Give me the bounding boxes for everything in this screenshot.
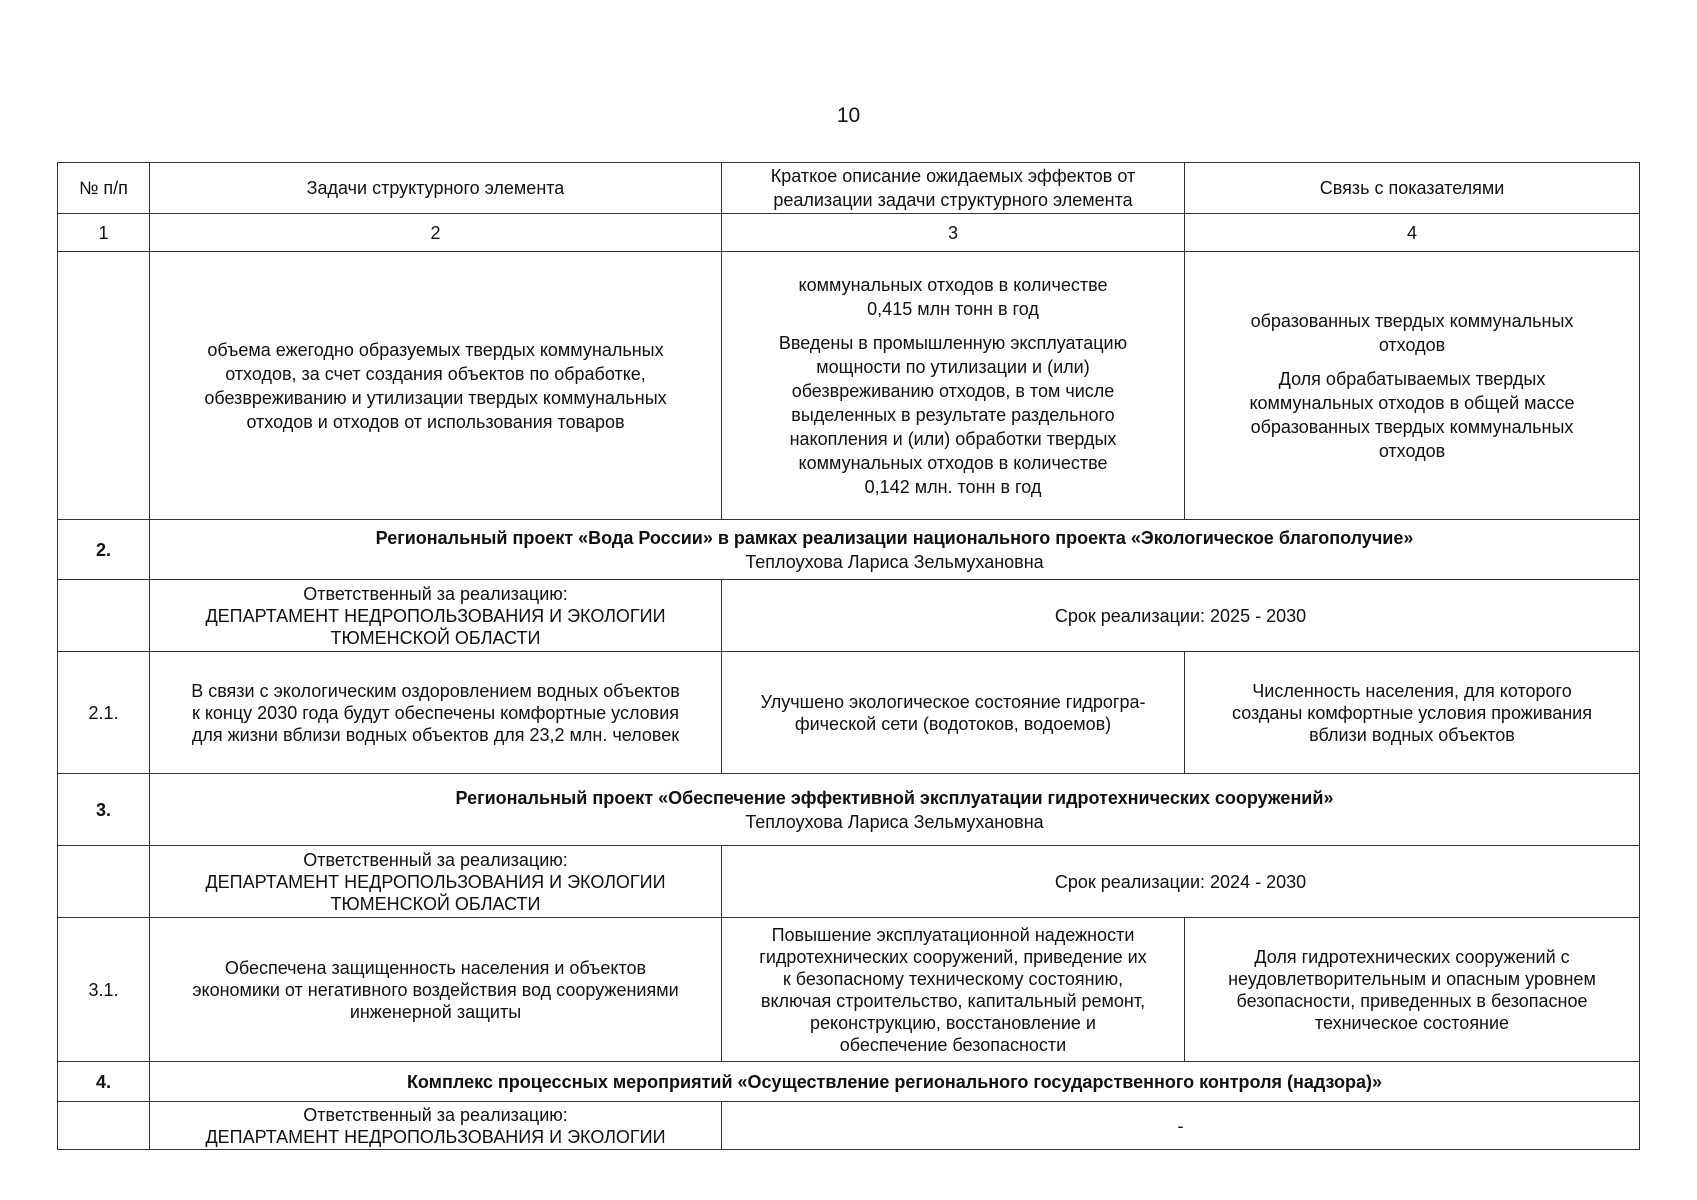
empty-cell: [58, 846, 150, 918]
section-title: Региональный проект «Вода России» в рамках реализации национального проекта «Экологическое благополучие»: [375, 527, 1414, 548]
row-number: 3.1.: [58, 918, 150, 1062]
text-line: экономики от негативного воздействия вод сооружениями: [192, 979, 679, 1000]
text-line: мощности по утилизации и (или): [816, 356, 1090, 377]
header-indicators: Связь с показателями: [1185, 163, 1640, 214]
responsible-label: Ответственный за реализацию:: [303, 583, 568, 604]
continuation-row: [58, 252, 1640, 520]
text-line: Улучшено экологическое состояние гидрогра-: [760, 691, 1146, 712]
section-number: 4.: [58, 1062, 150, 1102]
table-row: [58, 918, 1640, 1062]
task-cell: [150, 252, 722, 520]
responsible-department: ДЕПАРТАМЕНТ НЕДРОПОЛЬЗОВАНИЯ И ЭКОЛОГИИ: [205, 871, 666, 892]
text-line: образованных твердых коммунальных: [1250, 310, 1574, 331]
text-line: коммунальных отходов в количестве: [798, 274, 1108, 295]
text-line: отходов, за счет создания объектов по обработке,: [225, 363, 646, 384]
column-number: 3: [722, 214, 1185, 252]
text-line: В связи с экологическим оздоровлением водных объектов: [191, 680, 680, 701]
responsible-department: ДЕПАРТАМЕНТ НЕДРОПОЛЬЗОВАНИЯ И ЭКОЛОГИИ: [205, 605, 666, 626]
empty-cell: [58, 580, 150, 652]
text-line: к концу 2030 года будут обеспечены комфортные условия: [191, 702, 680, 723]
responsible-label: Ответственный за реализацию:: [303, 849, 568, 870]
text-line: неудовлетворительным и опасным уровнем: [1228, 968, 1596, 989]
text-line: безопасности, приведенных в безопасное: [1236, 990, 1588, 1011]
table-row: [58, 652, 1640, 774]
text-line: Доля обрабатываемых твердых: [1278, 368, 1546, 389]
text-line: фической сети (водотоков, водоемов): [794, 713, 1112, 734]
responsible-row: [58, 1102, 1640, 1150]
text-line: инженерной защиты: [349, 1001, 522, 1022]
indicator-paragraph: [1193, 309, 1631, 357]
text-line: отходов: [1378, 334, 1446, 355]
column-number: 2: [150, 214, 722, 252]
section-number: 2.: [58, 520, 150, 580]
section-title-cell: [150, 520, 1640, 580]
text-line: коммунальных отходов в общей массе: [1249, 392, 1575, 413]
text-line: Обеспечена защищенность населения и объектов: [224, 957, 647, 978]
empty-cell: [58, 1102, 150, 1150]
section-person: Теплоухова Лариса Зельмухановна: [745, 551, 1044, 572]
text-line: включая строительство, капитальный ремонт,: [760, 990, 1146, 1011]
empty-cell: [58, 252, 150, 520]
section-header-row: [58, 774, 1640, 846]
task-cell: [150, 918, 722, 1062]
table-header-row: [58, 163, 1640, 214]
column-number: 4: [1185, 214, 1640, 252]
section-title: Комплекс процессных мероприятий «Осуществление регионального государственного контроля (надзора)»: [150, 1062, 1640, 1102]
page-number: 10: [836, 104, 861, 127]
text-line: созданы комфортные условия проживания: [1232, 702, 1592, 723]
term-cell: Срок реализации: 2024 - 2030: [722, 846, 1640, 918]
responsible-row: [58, 846, 1640, 918]
text-line: 0,142 млн. тонн в год: [864, 476, 1042, 497]
text-line: обезвреживанию и утилизации твердых коммунальных: [204, 387, 667, 408]
responsible-department: ТЮМЕНСКОЙ ОБЛАСТИ: [330, 627, 541, 648]
structural-elements-table: [57, 162, 1640, 1150]
section-title: Региональный проект «Обеспечение эффективной эксплуатации гидротехнических сооружений»: [455, 787, 1334, 808]
header-number: № п/п: [58, 163, 150, 214]
text-line: коммунальных отходов в количестве: [798, 452, 1108, 473]
task-cell: [150, 652, 722, 774]
responsible-cell: [150, 846, 722, 918]
text-line: образованных твердых коммунальных: [1250, 416, 1574, 437]
effect-cell: [722, 252, 1185, 520]
effect-cell: [722, 918, 1185, 1062]
text-line: техническое состояние: [1314, 1012, 1510, 1033]
section-header-row: [58, 1062, 1640, 1102]
text-line: гидротехнических сооружений, приведение их: [759, 946, 1147, 967]
text-line: Численность населения, для которого: [1252, 680, 1572, 701]
header-tasks: Задачи структурного элемента: [150, 163, 722, 214]
text-line: обезвреживанию отходов, в том числе: [791, 380, 1115, 401]
column-number: 1: [58, 214, 150, 252]
responsible-row: [58, 580, 1640, 652]
text-line: отходов: [1378, 440, 1446, 461]
section-number: 3.: [58, 774, 150, 846]
header-effects-line: реализации задачи структурного элемента: [773, 190, 1133, 210]
indicator-cell: [1185, 252, 1640, 520]
responsible-cell: [150, 1102, 722, 1150]
text-line: реконструкцию, восстановление и: [810, 1012, 1096, 1033]
row-number: 2.1.: [58, 652, 150, 774]
column-numbering-row: [58, 214, 1640, 252]
text-line: обеспечение безопасности: [839, 1034, 1067, 1055]
text-line: для жизни вблизи водных объектов для 23,2 млн. человек: [191, 724, 680, 745]
text-line: объема ежегодно образуемых твердых коммунальных: [207, 339, 664, 360]
header-effects-line: Краткое описание ожидаемых эффектов от: [770, 166, 1136, 186]
section-title-cell: [150, 774, 1640, 846]
text-line: Доля гидротехнических сооружений с: [1254, 946, 1570, 967]
header-effects: [722, 163, 1185, 214]
responsible-department: ТЮМЕНСКОЙ ОБЛАСТИ: [330, 893, 541, 914]
term-cell: -: [722, 1102, 1640, 1150]
text-line: отходов и отходов от использования товаров: [246, 411, 625, 432]
text-line: к безопасному техническому состоянию,: [782, 968, 1124, 989]
effect-paragraph: [730, 273, 1176, 321]
responsible-label: Ответственный за реализацию:: [303, 1104, 568, 1125]
indicator-cell: [1185, 918, 1640, 1062]
text-line: Повышение эксплуатационной надежности: [771, 924, 1135, 945]
section-person: Теплоухова Лариса Зельмухановна: [745, 811, 1044, 832]
text-line: выделенных в результате раздельного: [791, 404, 1115, 425]
effect-paragraph: [730, 331, 1176, 499]
text-line: Введены в промышленную эксплуатацию: [778, 332, 1128, 353]
effect-cell: [722, 652, 1185, 774]
text-line: вблизи водных объектов: [1309, 724, 1515, 745]
responsible-department: ДЕПАРТАМЕНТ НЕДРОПОЛЬЗОВАНИЯ И ЭКОЛОГИИ: [205, 1126, 666, 1147]
indicator-cell: [1185, 652, 1640, 774]
term-cell: Срок реализации: 2025 - 2030: [722, 580, 1640, 652]
text-line: 0,415 млн тонн в год: [867, 298, 1039, 319]
responsible-cell: [150, 580, 722, 652]
section-header-row: [58, 520, 1640, 580]
text-line: накопления и (или) обработки твердых: [789, 428, 1117, 449]
indicator-paragraph: [1193, 367, 1631, 463]
